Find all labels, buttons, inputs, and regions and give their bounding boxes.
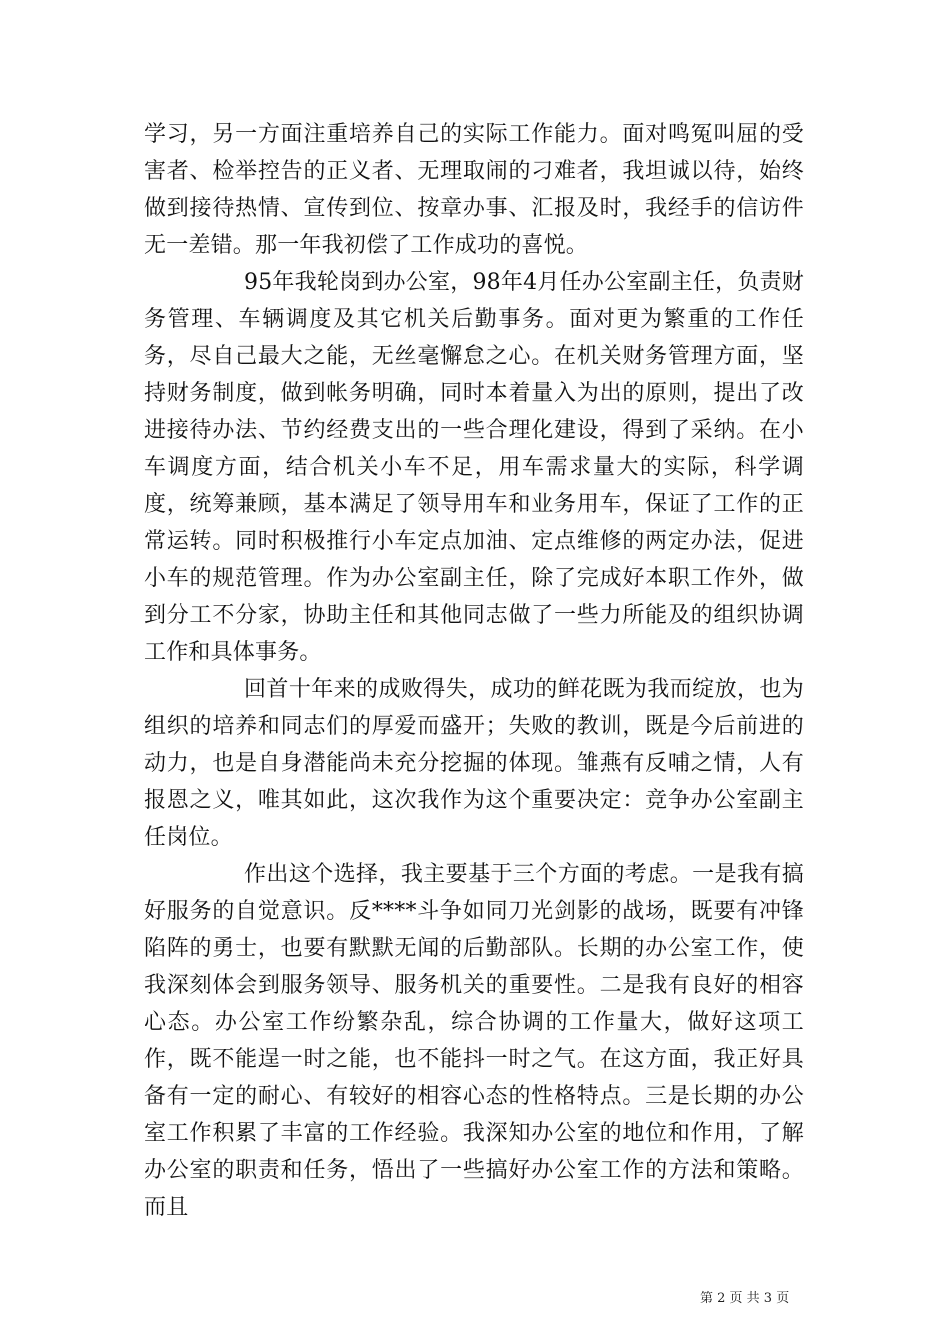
paragraph-office-rotation: 95年我轮岗到办公室，98年4月任办公室副主任，负责财务管理、车辆调度及其它机关后勤事务。面对更为繁重的工作任务，尽自己最大之能，无丝毫懈怠之心。在机关财务管理方面，坚持财务制度，做到帐务明确，同时本着量入为出的原则，提出了改进接待办法、节约经费支出的一些合理化建设，得到了采纳。在小车调度方面，结合机关小车不足，用车需求量大的实际，科学调度，统筹兼顾，基本满足了领导用车和业务用车，保证了工作的正常运转。同时积极推行小车定点加油、定点维修的两定办法，促进小车的规范管理。作为办公室副主任，除了完成好本职工作外，做到分工不分家，协助主任和其他同志做了一些力所能及的组织协调工作和具体事务。 — [144, 270, 804, 665]
document-body — [144, 116, 804, 1226]
paragraph-continuation: 学习，另一方面注重培养自己的实际工作能力。面对鸣冤叫屈的受害者、检举控告的正义者、无理取闹的刁难者，我坦诚以待，始终做到接待热情、宣传到位、按章办事、汇报及时，我经手的信访件无一差错。那一年我初偿了工作成功的喜悦。 — [144, 122, 804, 258]
paragraph-reasons: 作出这个选择，我主要基于三个方面的考虑。一是我有搞好服务的自觉意识。反****斗争如同刀光剑影的战场，既要有冲锋陷阵的勇士，也要有默默无闻的后勤部队。长期的办公室工作，使我深刻体会到服务领导、服务机关的重要性。二是我有良好的相容心态。办公室工作纷繁杂乱，综合协调的工作量大，做好这项工作，既不能逞一时之能，也不能抖一时之气。在这方面，我正好具备有一定的耐心、有较好的相容心态的性格特点。三是长期的办公室工作积累了丰富的工作经验。我深知办公室的地位和作用，了解办公室的职责和任务，悟出了一些搞好办公室工作的方法和策略。而且 — [144, 862, 804, 1220]
page-number-footer: 第 2 页 共 3 页 — [700, 1291, 790, 1306]
paragraph-reflection: 回首十年来的成败得失，成功的鲜花既为我而绽放，也为组织的培养和同志们的厚爱而盛开；失败的教训，既是今后前进的动力，也是自身潜能尚未充分挖掘的体现。雏燕有反哺之情，人有报恩之义，唯其如此，这次我作为这个重要决定：竞争办公室副主任岗位。 — [144, 677, 804, 850]
